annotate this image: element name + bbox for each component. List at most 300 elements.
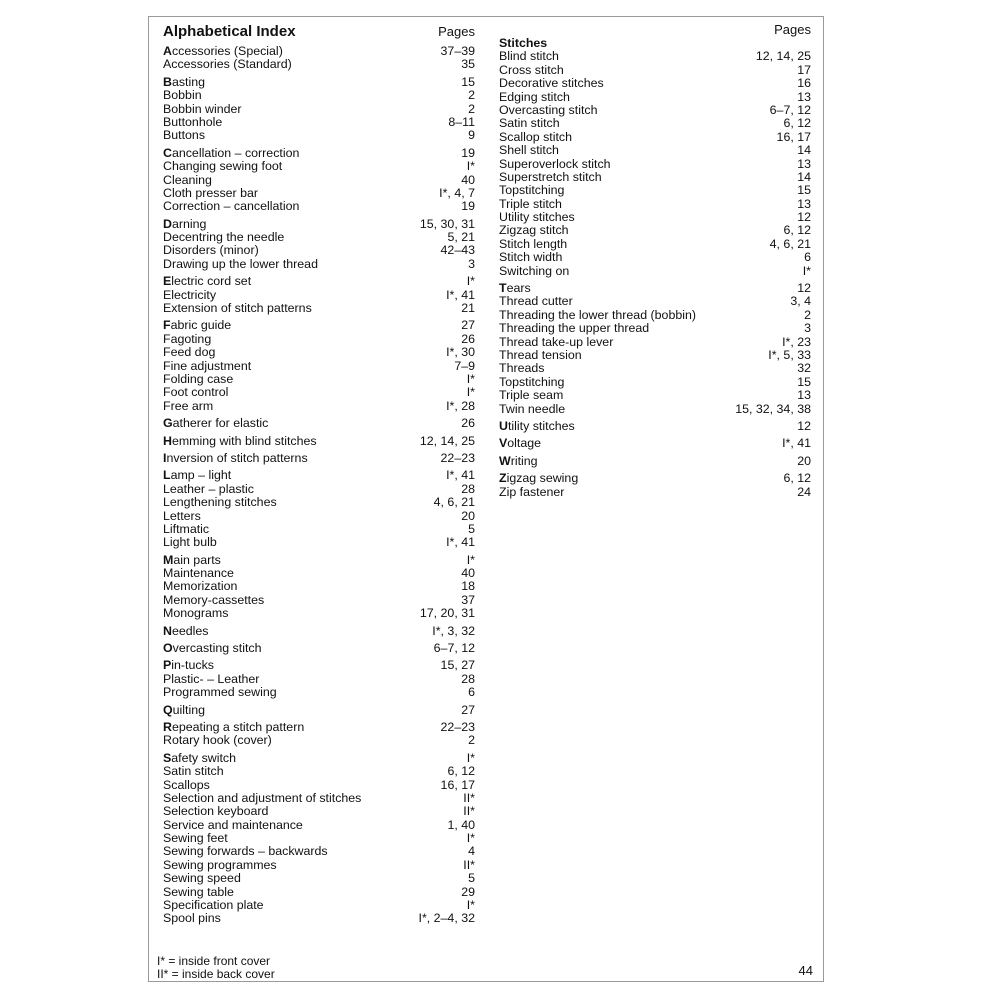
index-entry xyxy=(163,580,475,593)
entry-pages: 1, 40 xyxy=(447,817,475,832)
index-title: Alphabetical Index xyxy=(163,23,296,40)
entry-term: Fine adjustment xyxy=(163,358,252,373)
entry-term: Thread take-up lever xyxy=(499,334,614,349)
index-entry xyxy=(163,231,475,244)
index-group xyxy=(499,420,811,433)
index-entry xyxy=(163,435,475,448)
entry-term: Zip fastener xyxy=(499,484,565,499)
index-entry xyxy=(163,510,475,523)
index-entry xyxy=(163,373,475,386)
entry-pages: II* xyxy=(463,804,475,819)
entry-term: Lamp – light xyxy=(163,468,232,483)
entry-term: Quilting xyxy=(163,702,206,717)
index-entry xyxy=(499,389,811,402)
index-entry xyxy=(499,117,811,130)
entry-pages: 12, 14, 25 xyxy=(755,49,811,64)
entry-pages: 24 xyxy=(797,484,811,499)
index-group xyxy=(499,282,811,416)
index-entry xyxy=(499,295,811,308)
entry-term: Decentring the needle xyxy=(163,230,285,245)
entry-term: Bobbin winder xyxy=(163,101,242,116)
entry-term: Utility stitches xyxy=(499,210,575,225)
entry-pages: 14 xyxy=(797,169,811,184)
index-entry xyxy=(499,403,811,416)
entry-term: Satin stitch xyxy=(163,764,224,779)
entry-pages: 40 xyxy=(461,566,475,581)
index-group xyxy=(163,147,475,214)
entry-pages: 14 xyxy=(797,143,811,158)
entry-term: Utility stitches xyxy=(499,418,575,433)
entry-term: Electric cord set xyxy=(163,274,252,289)
index-entry xyxy=(163,899,475,912)
entry-pages: 2 xyxy=(468,88,475,103)
entry-term: Electricity xyxy=(163,287,217,302)
index-entry xyxy=(163,805,475,818)
index-entry xyxy=(499,171,811,184)
entry-term: Overcasting stitch xyxy=(163,641,262,656)
entry-term: Edging stitch xyxy=(499,89,570,104)
entry-term: Feed dog xyxy=(163,345,216,360)
index-entry xyxy=(163,659,475,672)
entry-term: Repeating a stitch pattern xyxy=(163,719,305,734)
index-entry xyxy=(163,642,475,655)
entry-term: Letters xyxy=(163,508,201,523)
entry-term: Buttonhole xyxy=(163,114,223,129)
index-entry xyxy=(163,244,475,257)
entry-pages: 17 xyxy=(797,62,811,77)
index-entry xyxy=(163,765,475,778)
index-group-heading xyxy=(499,37,811,50)
entry-term: Cloth presser bar xyxy=(163,185,259,200)
index-entry xyxy=(163,386,475,399)
page-number: 44 xyxy=(798,963,813,978)
index-group xyxy=(163,659,475,699)
index-group xyxy=(163,642,475,655)
entry-pages: 19 xyxy=(461,199,475,214)
entry-term: Tears xyxy=(499,281,531,296)
entry-term: Thread cutter xyxy=(499,294,573,309)
entry-pages: 42–43 xyxy=(440,243,475,258)
entry-term: Fagoting xyxy=(163,331,212,346)
entry-pages: 16 xyxy=(797,76,811,91)
entry-term: Overcasting stitch xyxy=(499,102,598,117)
index-entry xyxy=(163,523,475,536)
entry-pages: 5, 21 xyxy=(447,230,475,245)
index-entry xyxy=(499,349,811,362)
entry-pages: I*, 41 xyxy=(446,535,475,550)
entry-term: Decorative stitches xyxy=(499,76,604,91)
footnote: I* = inside front cover xyxy=(157,954,271,968)
index-entry xyxy=(163,417,475,430)
entry-term: Programmed sewing xyxy=(163,685,277,700)
index-group xyxy=(163,275,475,315)
index-entry xyxy=(499,455,811,468)
entry-pages: 6, 12 xyxy=(783,223,811,238)
entry-term: Safety switch xyxy=(163,750,236,765)
entry-pages: 32 xyxy=(797,361,811,376)
entry-pages: 12 xyxy=(797,281,811,296)
entry-pages: I*, 23 xyxy=(782,334,811,349)
index-entry xyxy=(499,265,811,278)
entry-pages: 16, 17 xyxy=(776,129,811,144)
entry-pages: 15 xyxy=(797,183,811,198)
index-entry xyxy=(163,832,475,845)
entry-pages: 15 xyxy=(797,374,811,389)
index-entry xyxy=(163,819,475,832)
index-entry xyxy=(499,158,811,171)
index-entry xyxy=(499,77,811,90)
entry-pages: I*, 5, 33 xyxy=(768,347,811,362)
entry-term: Basting xyxy=(163,74,206,89)
entry-pages: I*, 4, 7 xyxy=(439,185,475,200)
entry-term: Service and maintenance xyxy=(163,817,303,832)
entry-term: Correction – cancellation xyxy=(163,199,300,214)
entry-pages: 37–39 xyxy=(440,44,475,58)
entry-term: Thread tension xyxy=(499,347,582,362)
index-group xyxy=(499,472,811,499)
entry-term: Stitch length xyxy=(499,236,568,251)
entry-term: Leather – plastic xyxy=(163,481,254,496)
index-entry xyxy=(499,472,811,485)
entry-term: Voltage xyxy=(499,436,542,451)
entry-term: Threading the upper thread xyxy=(499,321,650,336)
entry-pages: 2 xyxy=(468,101,475,116)
entry-pages: 5 xyxy=(468,521,475,536)
entry-term: Sewing feet xyxy=(163,831,228,846)
index-entry xyxy=(163,704,475,717)
index-entry xyxy=(163,360,475,373)
entry-term: Selection and adjustment of stitches xyxy=(163,790,362,805)
entry-term: Specification plate xyxy=(163,898,264,913)
entry-pages: I*, 41 xyxy=(782,436,811,451)
index-entry xyxy=(163,452,475,465)
index-entry xyxy=(163,912,475,925)
entry-pages: 6, 12 xyxy=(447,764,475,779)
footnotes xyxy=(157,955,275,981)
index-group xyxy=(163,469,475,549)
entry-term: Inversion of stitch patterns xyxy=(163,450,308,465)
index-entry xyxy=(163,289,475,302)
index-group xyxy=(163,435,475,448)
entry-pages: 16, 17 xyxy=(440,777,475,792)
entry-pages: 4 xyxy=(468,844,475,859)
entry-term: Twin needle xyxy=(499,401,566,416)
index-group xyxy=(499,455,811,468)
entry-term: Fabric guide xyxy=(163,318,232,333)
entry-pages: 21 xyxy=(461,301,475,316)
entry-pages: II* xyxy=(463,857,475,872)
entry-pages: 13 xyxy=(797,196,811,211)
index-entry xyxy=(499,420,811,433)
entry-pages: 3 xyxy=(804,321,811,336)
entry-pages: I*, 2–4, 32 xyxy=(418,911,475,926)
entry-pages: 12 xyxy=(797,418,811,433)
entry-pages: 15, 27 xyxy=(440,658,475,673)
index-entry xyxy=(163,302,475,315)
entry-pages: 40 xyxy=(461,172,475,187)
entry-pages: 28 xyxy=(461,671,475,686)
entry-term: Needles xyxy=(163,623,209,638)
right-entries xyxy=(499,37,811,503)
index-group xyxy=(499,37,811,278)
entry-pages: 9 xyxy=(468,128,475,143)
index-entry xyxy=(499,104,811,117)
entry-pages: 12 xyxy=(797,210,811,225)
entry-term: Threading the lower thread (bobbin) xyxy=(499,307,696,322)
index-group xyxy=(163,218,475,272)
entry-pages: II* xyxy=(463,790,475,805)
entry-term: Liftmatic xyxy=(163,521,210,536)
index-entry xyxy=(163,483,475,496)
entry-term: Folding case xyxy=(163,371,234,386)
entry-term: Free arm xyxy=(163,398,214,413)
entry-pages: 26 xyxy=(461,331,475,346)
index-entry xyxy=(163,200,475,213)
index-entry xyxy=(163,686,475,699)
entry-pages: 6, 12 xyxy=(783,471,811,486)
entry-term: Drawing up the lower thread xyxy=(163,256,318,271)
entry-pages: 17, 20, 31 xyxy=(419,606,475,621)
index-entry xyxy=(499,64,811,77)
entry-pages: 13 xyxy=(797,156,811,171)
index-entry xyxy=(499,309,811,322)
index-entry xyxy=(163,673,475,686)
index-entry xyxy=(163,45,475,58)
index-entry xyxy=(163,258,475,271)
entry-pages: 8–11 xyxy=(448,114,475,129)
index-entry xyxy=(163,734,475,747)
index-entry xyxy=(499,211,811,224)
entry-term: Disorders (minor) xyxy=(163,243,259,258)
entry-term: Memory-cassettes xyxy=(163,592,265,607)
entry-term: Stitch width xyxy=(499,250,563,265)
entry-pages: 35 xyxy=(461,57,475,72)
entry-pages: 29 xyxy=(461,884,475,899)
index-group xyxy=(499,437,811,450)
entry-pages: 2 xyxy=(468,733,475,748)
entry-term: Cleaning xyxy=(163,172,212,187)
entry-term: Threads xyxy=(499,361,545,376)
entry-pages: 27 xyxy=(461,318,475,333)
entry-term: Switching on xyxy=(499,263,570,278)
entry-term: Spool pins xyxy=(163,911,221,926)
entry-pages: 5 xyxy=(468,871,475,886)
index-entry xyxy=(163,721,475,734)
entry-pages: I*, 41 xyxy=(446,468,475,483)
index-group xyxy=(163,45,475,72)
index-entry xyxy=(499,336,811,349)
index-entry xyxy=(163,116,475,129)
index-entry xyxy=(163,872,475,885)
index-entry xyxy=(163,567,475,580)
entry-term: Satin stitch xyxy=(499,116,560,131)
entry-term: Buttons xyxy=(163,128,206,143)
entry-term: Triple stitch xyxy=(499,196,562,211)
index-entry xyxy=(163,752,475,765)
index-entry xyxy=(499,376,811,389)
index-entry xyxy=(163,594,475,607)
index-entry xyxy=(499,50,811,63)
index-entry xyxy=(499,238,811,251)
entry-pages: 3, 4 xyxy=(790,294,811,309)
index-group xyxy=(163,721,475,748)
index-entry xyxy=(163,58,475,71)
entry-pages: I* xyxy=(466,898,475,913)
index-entry xyxy=(499,322,811,335)
entry-term: Darning xyxy=(163,216,207,231)
entry-pages: I*, 41 xyxy=(446,287,475,302)
index-group xyxy=(163,704,475,717)
footnote: II* = inside back cover xyxy=(157,967,275,981)
entry-term: Scallop stitch xyxy=(499,129,573,144)
entry-term: Superoverlock stitch xyxy=(499,156,611,171)
index-entry xyxy=(163,792,475,805)
entry-term: Accessories (Standard) xyxy=(163,57,292,72)
entry-pages: I*, 28 xyxy=(446,398,475,413)
entry-term: Topstitching xyxy=(499,374,565,389)
index-entry xyxy=(163,187,475,200)
entry-pages: 13 xyxy=(797,89,811,104)
entry-term: Writing xyxy=(499,453,538,468)
entry-term: Sewing table xyxy=(163,884,234,899)
entry-term: Shell stitch xyxy=(499,143,559,158)
entry-pages: I* xyxy=(466,159,475,174)
entry-pages: 6 xyxy=(468,685,475,700)
index-group xyxy=(163,752,475,926)
entry-pages: 20 xyxy=(797,453,811,468)
index-entry xyxy=(163,160,475,173)
index-entry xyxy=(163,333,475,346)
entry-pages: I*, 30 xyxy=(446,345,475,360)
entry-pages: 13 xyxy=(797,388,811,403)
entry-pages: 4, 6, 21 xyxy=(433,495,475,510)
index-entry xyxy=(163,147,475,160)
index-entry xyxy=(163,625,475,638)
entry-pages: 37 xyxy=(461,592,475,607)
index-entry xyxy=(499,251,811,264)
entry-term: Selection keyboard xyxy=(163,804,269,819)
entry-pages: 4, 6, 21 xyxy=(769,236,811,251)
index-entry xyxy=(163,607,475,620)
entry-term: Sewing forwards – backwards xyxy=(163,844,328,859)
index-group xyxy=(163,554,475,621)
entry-pages: 6–7, 12 xyxy=(433,641,475,656)
entry-pages: 2 xyxy=(804,307,811,322)
entry-pages: I* xyxy=(466,371,475,386)
index-entry xyxy=(163,469,475,482)
entry-term: Superstretch stitch xyxy=(499,169,602,184)
entry-term: Zigzag sewing xyxy=(499,471,579,486)
index-entry xyxy=(163,496,475,509)
entry-pages: 28 xyxy=(461,481,475,496)
index-page xyxy=(148,16,824,982)
entry-term: Rotary hook (cover) xyxy=(163,733,272,748)
entry-pages: 22–23 xyxy=(440,450,475,465)
index-entry xyxy=(163,554,475,567)
heading-text: Stitches xyxy=(499,36,548,50)
index-entry xyxy=(163,536,475,549)
index-entry xyxy=(163,779,475,792)
index-entry xyxy=(163,76,475,89)
entry-term: Main parts xyxy=(163,552,221,567)
index-entry xyxy=(163,400,475,413)
entry-term: Sewing programmes xyxy=(163,857,277,872)
entry-pages: 6–7, 12 xyxy=(769,102,811,117)
index-entry xyxy=(163,89,475,102)
index-entry xyxy=(163,886,475,899)
index-entry xyxy=(163,129,475,142)
entry-term: Triple seam xyxy=(499,388,564,403)
index-entry xyxy=(163,319,475,332)
entry-pages: 3 xyxy=(468,256,475,271)
index-group xyxy=(163,625,475,638)
entry-pages: I* xyxy=(466,385,475,400)
entry-term: Pin-tucks xyxy=(163,658,214,673)
pages-label: Pages xyxy=(774,22,811,37)
entry-pages: I*, 3, 32 xyxy=(432,623,475,638)
entry-pages: 15 xyxy=(461,74,475,89)
index-group xyxy=(163,417,475,430)
entry-pages: I* xyxy=(802,263,811,278)
entry-term: Gatherer for elastic xyxy=(163,416,269,431)
index-entry xyxy=(163,174,475,187)
entry-term: Zigzag stitch xyxy=(499,223,569,238)
index-group xyxy=(163,319,475,413)
entry-term: Blind stitch xyxy=(499,49,559,64)
entry-pages: 6, 12 xyxy=(783,116,811,131)
entry-term: Maintenance xyxy=(163,566,234,581)
index-entry xyxy=(499,198,811,211)
index-entry xyxy=(163,218,475,231)
index-entry xyxy=(499,486,811,499)
left-column-header xyxy=(163,23,475,41)
entry-term: Scallops xyxy=(163,777,210,792)
entry-term: Extension of stitch patterns xyxy=(163,301,312,316)
entry-term: Changing sewing foot xyxy=(163,159,283,174)
entry-term: Light bulb xyxy=(163,535,217,550)
entry-term: Cross stitch xyxy=(499,62,564,77)
entry-term: Topstitching xyxy=(499,183,565,198)
entry-pages: 18 xyxy=(461,579,475,594)
entry-term: Sewing speed xyxy=(163,871,241,886)
index-entry xyxy=(163,845,475,858)
entry-pages: 22–23 xyxy=(440,719,475,734)
entry-pages: 26 xyxy=(461,416,475,431)
entry-pages: I* xyxy=(466,831,475,846)
index-entry xyxy=(163,346,475,359)
index-entry xyxy=(499,131,811,144)
entry-term: Memorization xyxy=(163,579,238,594)
entry-term: Bobbin xyxy=(163,88,202,103)
entry-pages: 7–9 xyxy=(454,358,475,373)
entry-pages: I* xyxy=(466,750,475,765)
entry-term: Hemming with blind stitches xyxy=(163,433,317,448)
entry-pages: 15, 32, 34, 38 xyxy=(735,401,811,416)
index-group xyxy=(163,76,475,143)
entry-term: Monograms xyxy=(163,606,229,621)
pages-label: Pages xyxy=(438,24,475,39)
index-group xyxy=(163,452,475,465)
index-entry xyxy=(499,437,811,450)
entry-pages: 6 xyxy=(804,250,811,265)
index-entry xyxy=(499,282,811,295)
entry-term: Cancellation – correction xyxy=(163,145,300,160)
entry-pages: 20 xyxy=(461,508,475,523)
entry-term: Foot control xyxy=(163,385,229,400)
entry-term: Accessories (Special) xyxy=(163,44,283,58)
left-entries xyxy=(163,45,475,930)
index-entry xyxy=(163,275,475,288)
